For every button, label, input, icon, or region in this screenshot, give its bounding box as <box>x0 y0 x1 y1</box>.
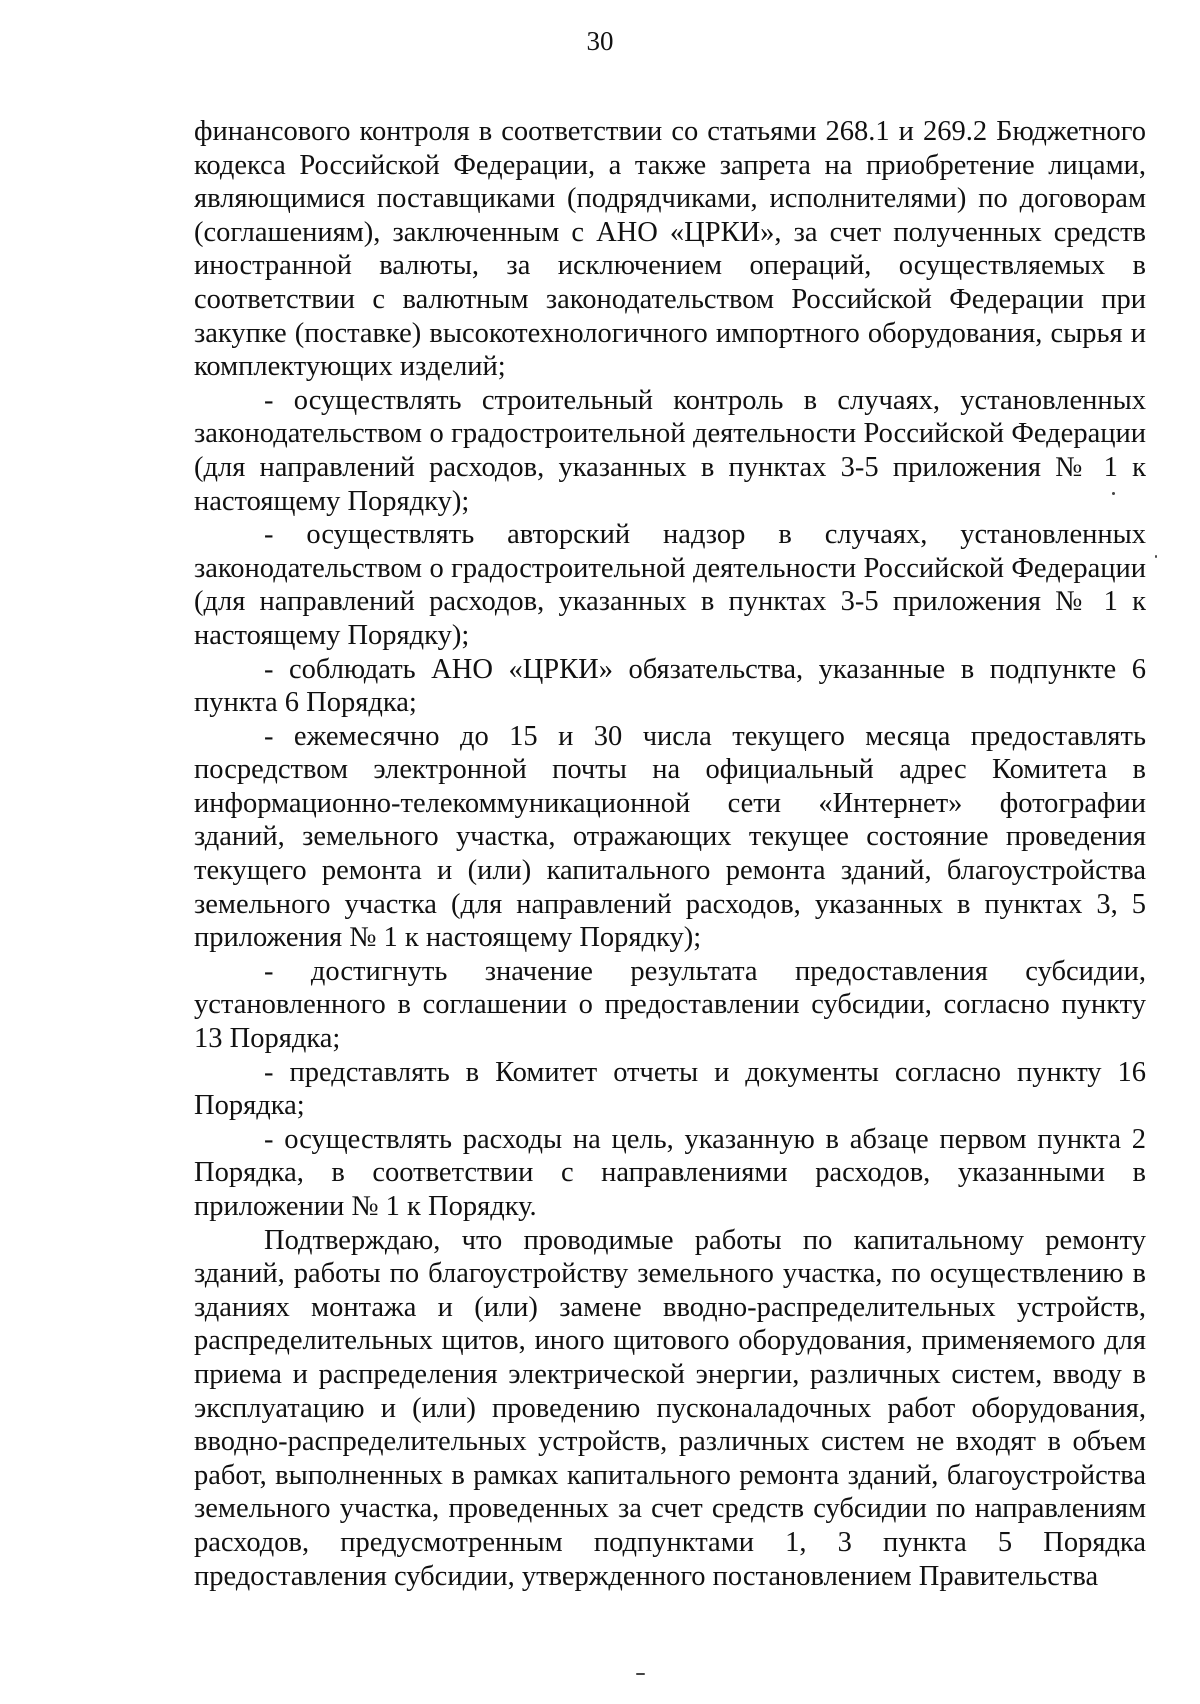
list-item-construction-control: - осуществлять строительный контроль в случаях, установленных законодательством о градостроительной деятельности Российской Федерации (для направлений расходов, указанных в пунктах 3-5 приложения № 1 к настоящему Порядку); <box>194 384 1146 517</box>
list-item-expenses: - осуществлять расходы на цель, указанную в абзаце первом пункта 2 Порядка, в соответствии с направлениями расходов, указанными в приложении № 1 к Порядку. <box>194 1123 1146 1222</box>
document-body <box>194 115 1146 1593</box>
list-item-obligations: - соблюдать АНО «ЦРКИ» обязательства, указанные в подпункте 6 пункта 6 Порядка; <box>194 653 1146 719</box>
page-number: 30 <box>586 26 614 56</box>
paragraph: финансового контроля в соответствии со статьями 268.1 и 269.2 Бюджетного кодекса Российской Федерации, а также запрета на приобретение лицами, являющимися поставщиками (подрядчиками, исполнителями) по договорам (соглашениям), заключенным с АНО «ЦРКИ», за счет полученных средств иностранной валюты, за исключением операций, осуществляемых в соответствии с валютным законодательством Российской Федерации при закупке (поставке) высокотехнологичного импортного оборудования, сырья и комплектующих изделий; <box>194 116 1146 383</box>
scan-speck <box>1155 555 1157 558</box>
list-item-author-supervision: - осуществлять авторский надзор в случаях, установленных законодательством о градостроительной деятельности Российской Федерации (для направлений расходов, указанных в пунктах 3-5 приложения № 1 к настоящему Порядку); <box>194 519 1146 651</box>
list-item-reports: - представлять в Комитет отчеты и документы согласно пункту 16 Порядка; <box>194 1056 1146 1122</box>
list-item-monthly-photos: - ежемесячно до 15 и 30 числа текущего месяца предоставлять посредством электронной почты на официальный адрес Комитета в информационно-телекоммуникационной сети «Интернет» фотографии зданий, земельного участка, отражающих текущее состояние проведения текущего ремонта и (или) капитального ремонта зданий, благоустройства земельного участка (для направлений расходов, указанных в пунктах 3, 5 приложения № 1 к настоящему Порядку); <box>194 720 1146 954</box>
list-item-result-value: - достигнуть значение результата предоставления субсидии, установленного в соглашении о предоставлении субсидии, согласно пункту 13 Порядка; <box>194 955 1146 1055</box>
scan-speck <box>1112 492 1115 495</box>
confirmation-paragraph: Подтверждаю, что проводимые работы по капитальному ремонту зданий, работы по благоустройству земельного участка, по осуществлению в зданиях монтажа и (или) замене вводно-распределительных устройств, распределительных щитов, иного щитового оборудования, применяемого для приема и распределения электрической энергии, различных систем, вводу в эксплуатацию и (или) проведению пусконаладочных работ оборудования, вводно-распределительных устройств, различных систем не входят в объем работ, выполненных в рамках капитального ремонта зданий, благоустройства земельного участка, проведенных за счет средств субсидии по направлениям расходов, предусмотренным подпунктами 1, 3 пункта 5 Порядка предоставления субсидии, утвержденного постановлением Правительства <box>194 1224 1146 1592</box>
scan-speck <box>636 1673 645 1675</box>
